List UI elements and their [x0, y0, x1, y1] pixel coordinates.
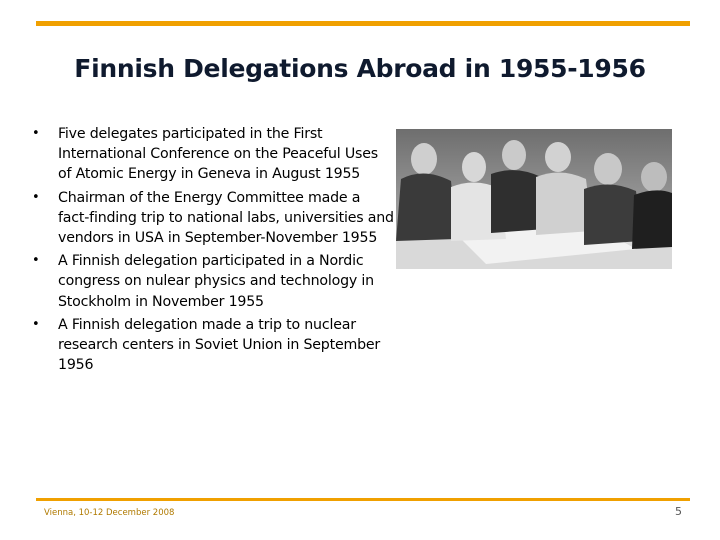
slide-title: Finnish Delegations Abroad in 1955-1956 — [74, 54, 646, 83]
bullet-marker: • — [32, 253, 40, 269]
top-accent-rule — [36, 21, 690, 26]
conference-photo — [396, 129, 672, 269]
bottom-accent-rule — [36, 498, 690, 501]
bullet-item — [34, 124, 394, 185]
bullet-list — [34, 124, 394, 378]
bullet-marker: • — [32, 126, 40, 141]
bullet-text: A Finnish delegation made a trip to nuclear research centers in Soviet Union in September 1956 — [58, 316, 381, 374]
bullet-text: A Finnish delegation participated in a Nordic congress on nulear physics and technology in Stockholm in November 1955 — [58, 253, 374, 310]
page-number: 5 — [675, 505, 682, 518]
bullet-marker: • — [32, 316, 40, 332]
bullet-text: Five delegates participated in the First International Conference on the Peaceful Uses of Atomic Energy in Geneva in August 1955 — [58, 126, 378, 183]
bullet-item — [34, 315, 394, 376]
bullet-item — [34, 188, 394, 249]
bullet-marker: • — [32, 189, 40, 205]
footer-text: Vienna, 10-12 December 2008 — [44, 508, 175, 518]
bullet-item — [34, 251, 394, 312]
bullet-text: Chairman of the Energy Committee made a fact-finding trip to national labs, universities and vendors in USA in September-November 1955 — [58, 189, 394, 247]
